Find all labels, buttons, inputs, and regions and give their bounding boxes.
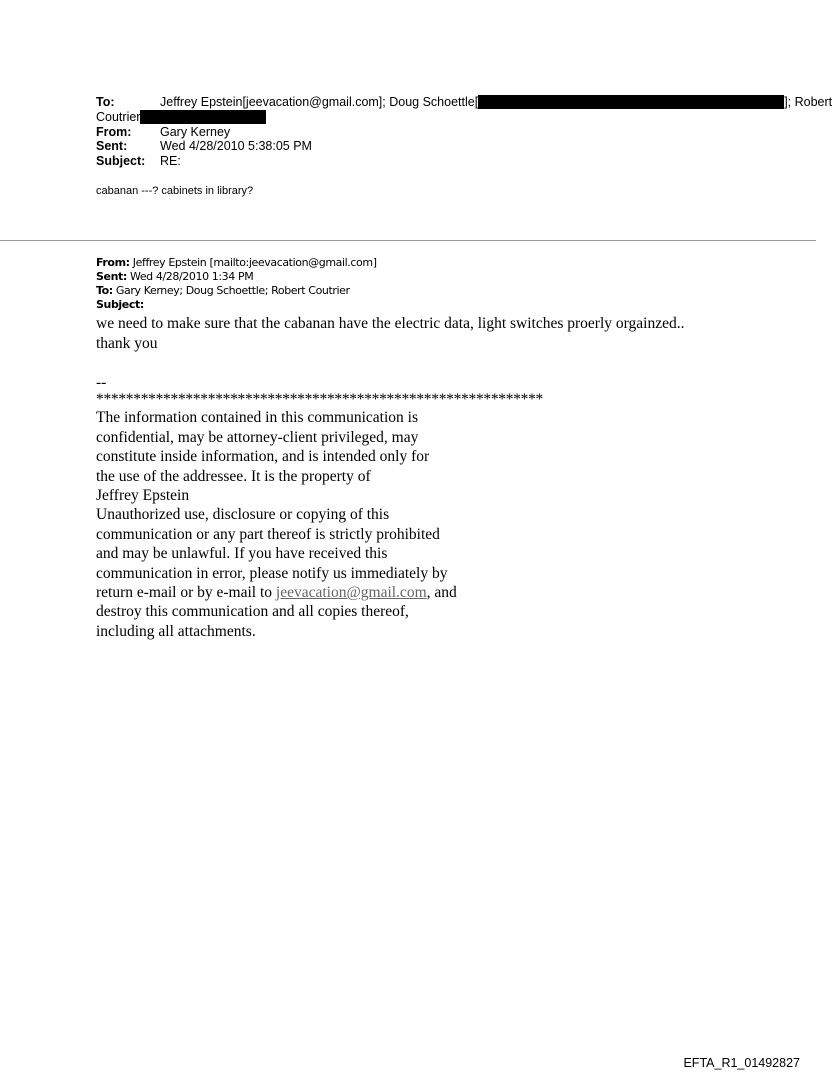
forwarded-header [96,256,377,312]
fwd-sent-value: Wed 4/28/2010 1:34 PM [129,270,254,283]
fwd-to-label: To: [96,284,113,297]
fwd-from-label: From: [96,256,130,269]
redaction-block [478,95,784,109]
disclaimer-line: including all attachments. [96,622,256,640]
subject-label: Subject: [96,154,146,169]
divider [0,240,816,241]
body-line: thank you [96,334,158,352]
message-body [96,314,796,353]
disclaimer-line: constitute inside information, and is intended only for [96,448,430,466]
disclaimer-line: Jeffrey Epstein [96,487,190,505]
to-row [96,95,832,110]
disclaimer-line: communication or any part thereof is strictly prohibited [96,525,440,543]
fwd-sent-label: Sent: [96,270,127,283]
to-value: Jeffrey Epstein[jeevacation@gmail.com]; Doug Schoettle[ [160,95,479,109]
reply-body: cabanan ---? cabinets in library? [96,185,254,197]
document-id: EFTA_R1_01492827 [683,1056,800,1070]
from-value: Gary Kerney [160,124,231,139]
sig-dashes: -- [96,374,107,391]
fwd-from-value: Jeffrey Epstein [mailto:jeevacation@gmail.com] [132,256,377,269]
disclaimer-line: the use of the addressee. It is the property of [96,467,371,485]
from-row [96,125,832,140]
disclaimer-line: Unauthorized use, disclosure or copying of this [96,506,390,524]
sent-row [96,139,832,154]
sig-stars: ************************************************************ [96,391,544,409]
sent-label: Sent: [96,139,128,154]
to-label: To: [96,95,115,109]
to-value-line2: Coutrier [96,109,141,124]
disclaimer-line: destroy this communication and all copies thereof, [96,603,409,621]
body-line: we need to make sure that the cabanan have the electric data, light switches proerly orgainzed.. [96,315,685,332]
disclaimer-line: communication in error, please notify us immediately by [96,564,448,582]
redaction-block [140,110,266,124]
to-value-cont: ]; Robert [784,95,832,109]
subject-value: RE: [160,154,181,169]
subject-row [96,154,832,169]
disclaimer-line: and may be unlawful. If you have received this [96,545,388,563]
email-link[interactable]: jeevacation@gmail.com [275,584,427,602]
email-header [96,95,832,169]
link-prefix: return e-mail or by e-mail to [96,584,276,602]
sent-value: Wed 4/28/2010 5:38:05 PM [160,139,312,154]
to-row-2 [96,110,832,125]
fwd-to-value: Gary Kerney; Doug Schoettle; Robert Coutrier [115,284,350,297]
link-suffix: , and [426,584,457,602]
disclaimer-line: The information contained in this communication is [96,409,418,427]
fwd-subject-label: Subject: [96,298,144,311]
disclaimer-line-link [96,583,543,602]
disclaimer-line: confidential, may be attorney-client privileged, may [96,428,419,446]
from-label: From: [96,124,132,139]
signature-disclaimer [96,373,543,641]
